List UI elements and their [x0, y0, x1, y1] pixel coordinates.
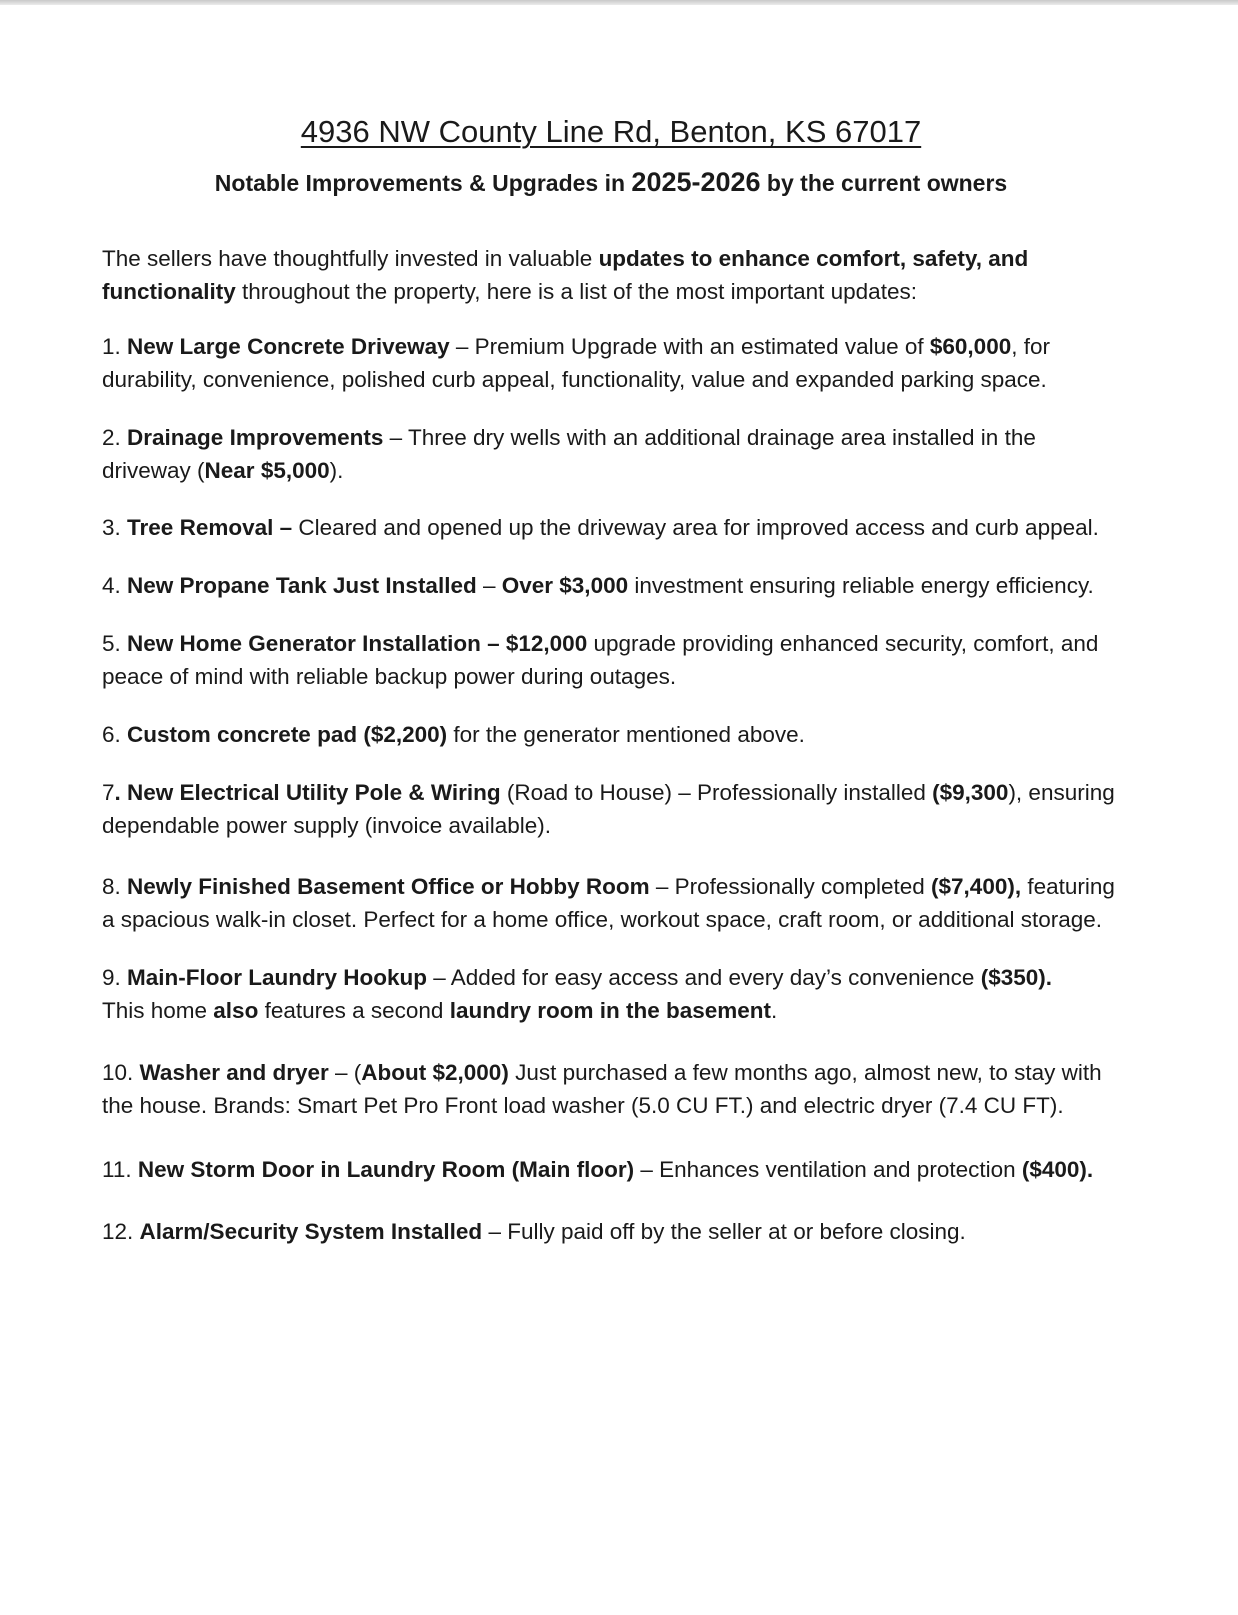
item-number: 1.: [102, 334, 128, 359]
item-price: Near $5,000: [204, 458, 330, 483]
page-subtitle: [102, 166, 1120, 199]
item-price: ($350).: [980, 965, 1052, 990]
item-text: – Three dry wells with an additional drainage area installed in the driveway (: [102, 425, 1036, 483]
item-note-bold: laundry room in the basement: [449, 998, 772, 1023]
item-text: – (: [328, 1060, 362, 1085]
item-number: 2.: [102, 425, 128, 450]
item-text: investment ensuring reliable energy efficiency.: [628, 573, 1094, 598]
item-name: Tree Removal –: [127, 515, 293, 540]
list-item-1: [102, 330, 1120, 396]
item-number: 8.: [102, 874, 128, 899]
list-item-8: [102, 870, 1120, 936]
list-item-11: [102, 1153, 1120, 1186]
item-note: .: [771, 998, 778, 1023]
item-number: 12.: [102, 1219, 140, 1244]
list-item-12: [102, 1215, 1120, 1248]
intro-text-1: The sellers have thoughtfully invested in valuable: [102, 246, 599, 271]
item-price: ($400).: [1021, 1157, 1094, 1182]
item-text: Cleared and opened up the driveway area for improved access and curb appeal.: [292, 515, 1099, 540]
item-name: Main-Floor Laundry Hookup: [127, 965, 428, 990]
list-item-6: [102, 718, 1120, 751]
item-number: 3.: [102, 515, 128, 540]
item-note: This home: [102, 998, 214, 1023]
item-number: 10.: [102, 1060, 140, 1085]
item-text: ).: [329, 458, 344, 483]
item-text: – Professionally completed: [649, 874, 932, 899]
item-text: – Added for easy access and every day’s convenience: [427, 965, 981, 990]
item-price: ($7,400),: [931, 874, 1022, 899]
item-text: –: [476, 573, 502, 598]
item-name: . New Electrical Utility Pole & Wiring: [114, 780, 501, 805]
item-number: 5.: [102, 631, 128, 656]
item-number: 7: [102, 780, 115, 805]
item-name: New Home Generator Installation – $12,000: [127, 631, 588, 656]
list-item-3: [102, 511, 1120, 544]
item-text: Just purchased a few months ago, almost new, to stay with the house. Brands: Smart Pet Pro Front load washer (5.0 CU FT.) and electric dryer (7.4 CU FT).: [102, 1060, 1102, 1118]
item-text: upgrade providing enhanced security, comfort, and peace of mind with reliable backup power during outages.: [102, 631, 1099, 689]
item-name: Drainage Improvements: [127, 425, 384, 450]
item-name: New Propane Tank Just Installed: [127, 573, 477, 598]
item-name: New Large Concrete Driveway: [127, 334, 450, 359]
item-number: 11.: [102, 1157, 138, 1182]
item-number: 9.: [102, 965, 128, 990]
item-name: Alarm/Security System Installed: [139, 1219, 483, 1244]
subtitle-pre: Notable Improvements & Upgrades in: [214, 170, 632, 196]
list-item-5: [102, 627, 1120, 693]
item-text: , for durability, convenience, polished curb appeal, functionality, value and expanded parking space.: [102, 334, 1050, 392]
item-text: (Road to House) – Professionally installed: [500, 780, 933, 805]
list-item-2: [102, 421, 1120, 487]
subtitle-post: by the current owners: [760, 170, 1008, 196]
list-item-9: [102, 961, 1120, 1027]
list-item-4: [102, 569, 1120, 602]
intro-text-2: throughout the property, here is a list of the most important updates:: [235, 279, 917, 304]
intro-paragraph: [102, 242, 1120, 308]
subtitle-years: 2025-2026: [631, 167, 761, 197]
item-name: Washer and dryer: [139, 1060, 329, 1085]
item-text: for the generator mentioned above.: [447, 722, 805, 747]
page-title: 4936 NW County Line Rd, Benton, KS 67017: [300, 114, 922, 149]
item-text: – Enhances ventilation and protection: [634, 1157, 1022, 1182]
item-name: Newly Finished Basement Office or Hobby Room: [127, 874, 650, 899]
list-item-7: [102, 776, 1120, 842]
item-price: About $2,000): [361, 1060, 509, 1085]
item-price: Over $3,000: [501, 573, 629, 598]
item-note-bold: also: [213, 998, 259, 1023]
item-text: – Premium Upgrade with an estimated value of: [449, 334, 930, 359]
item-text: ), ensuring dependable power supply (invoice available).: [102, 780, 1115, 838]
list-item-10: [102, 1056, 1120, 1122]
item-text: featuring a spacious walk-in closet. Perfect for a home office, workout space, craft room, or additional storage.: [102, 874, 1115, 932]
item-price: ($9,300: [932, 780, 1009, 805]
intro-bold: updates to enhance comfort, safety, and functionality: [102, 246, 1029, 304]
item-number: 4.: [102, 573, 128, 598]
item-name: Custom concrete pad ($2,200): [127, 722, 448, 747]
item-price: $60,000: [929, 334, 1012, 359]
improvements-list: [102, 330, 1120, 1248]
item-number: 6.: [102, 722, 128, 747]
item-note: features a second: [258, 998, 450, 1023]
item-text: – Fully paid off by the seller at or before closing.: [482, 1219, 966, 1244]
item-name: New Storm Door in Laundry Room (Main floor): [137, 1157, 635, 1182]
